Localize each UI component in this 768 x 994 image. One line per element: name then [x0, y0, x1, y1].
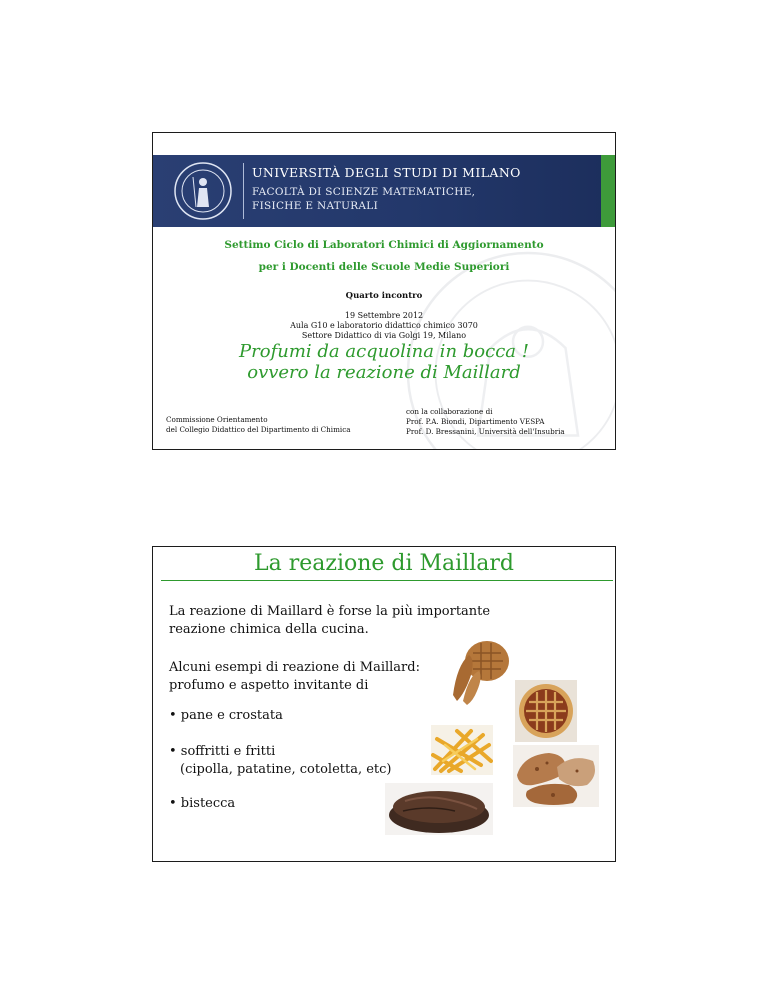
- slide-2: [152, 546, 616, 862]
- event-room: Aula G10 e laboratorio didattico chimico 3070: [290, 321, 478, 330]
- banner-divider: [243, 163, 244, 219]
- steak-image: [385, 783, 493, 835]
- presentation-title: [153, 341, 615, 383]
- intro-paragraph: [169, 603, 490, 639]
- slide-title: La reazione di Maillard: [253, 551, 514, 576]
- series-heading-line-2: per i Docenti delle Scuole Medie Superiori: [258, 261, 510, 273]
- bread-image: [447, 635, 511, 705]
- intro-line-1: La reazione di Maillard è forse la più importante: [169, 604, 491, 619]
- event-date: 19 Settembre 2012: [344, 311, 424, 320]
- faculty-line-1: FACOLTÀ DI SCIENZE MATEMATICHE,: [252, 186, 476, 198]
- bullet-steak: • bistecca: [169, 796, 236, 811]
- faculty-name: [252, 185, 475, 213]
- series-heading-line-1: Settimo Ciclo di Laboratori Chimici di Aggiornamento: [224, 239, 544, 251]
- bullet-fried-line-1: • soffritti e fritti: [169, 744, 276, 759]
- bullet-bread-tart: • pane e crostata: [169, 708, 283, 723]
- cutlet-slices-image: [513, 745, 599, 807]
- collaboration-credit: [406, 407, 565, 437]
- examples-line-1: Alcuni esempi di reazione di Maillard:: [169, 660, 420, 675]
- university-name: UNIVERSITÀ DEGLI STUDI DI MILANO: [252, 165, 521, 180]
- commission-line-2: del Collegio Didattico del Dipartimento di Chimica: [166, 425, 351, 434]
- collab-line-2: Prof. P.A. Biondi, Dipartimento VESPA: [406, 417, 545, 426]
- title-underline: [161, 580, 613, 581]
- slide-1: [152, 132, 616, 450]
- title-line-2: ovvero la reazione di Maillard: [247, 362, 521, 383]
- university-seal-icon: [173, 161, 233, 221]
- tart-image: [515, 680, 577, 742]
- commission-line-1: Commissione Orientamento: [166, 415, 268, 424]
- bullet-fried: [169, 743, 392, 779]
- event-venue: Settore Didattico di via Golgi 19, Milano: [301, 331, 467, 340]
- meeting-number: Quarto incontro: [345, 291, 423, 301]
- green-accent-strip: [601, 155, 615, 227]
- collab-line-1: con la collaborazione di: [406, 407, 493, 416]
- intro-line-2: reazione chimica della cucina.: [169, 622, 369, 637]
- collab-line-3: Prof. D. Bressanini, Università dell'Insubria: [406, 427, 565, 436]
- fries-image: [431, 725, 493, 775]
- examples-line-2: profumo e aspetto invitante di: [169, 678, 369, 693]
- title-line-1: Profumi da acquolina in bocca !: [239, 341, 529, 362]
- event-details: [153, 311, 615, 341]
- examples-paragraph: [169, 659, 420, 695]
- faculty-line-2: FISICHE E NATURALI: [252, 200, 379, 212]
- university-banner: [153, 155, 615, 227]
- bullet-fried-line-2: (cipolla, patatine, cotoletta, etc): [180, 762, 392, 777]
- commission-credit: [166, 415, 351, 435]
